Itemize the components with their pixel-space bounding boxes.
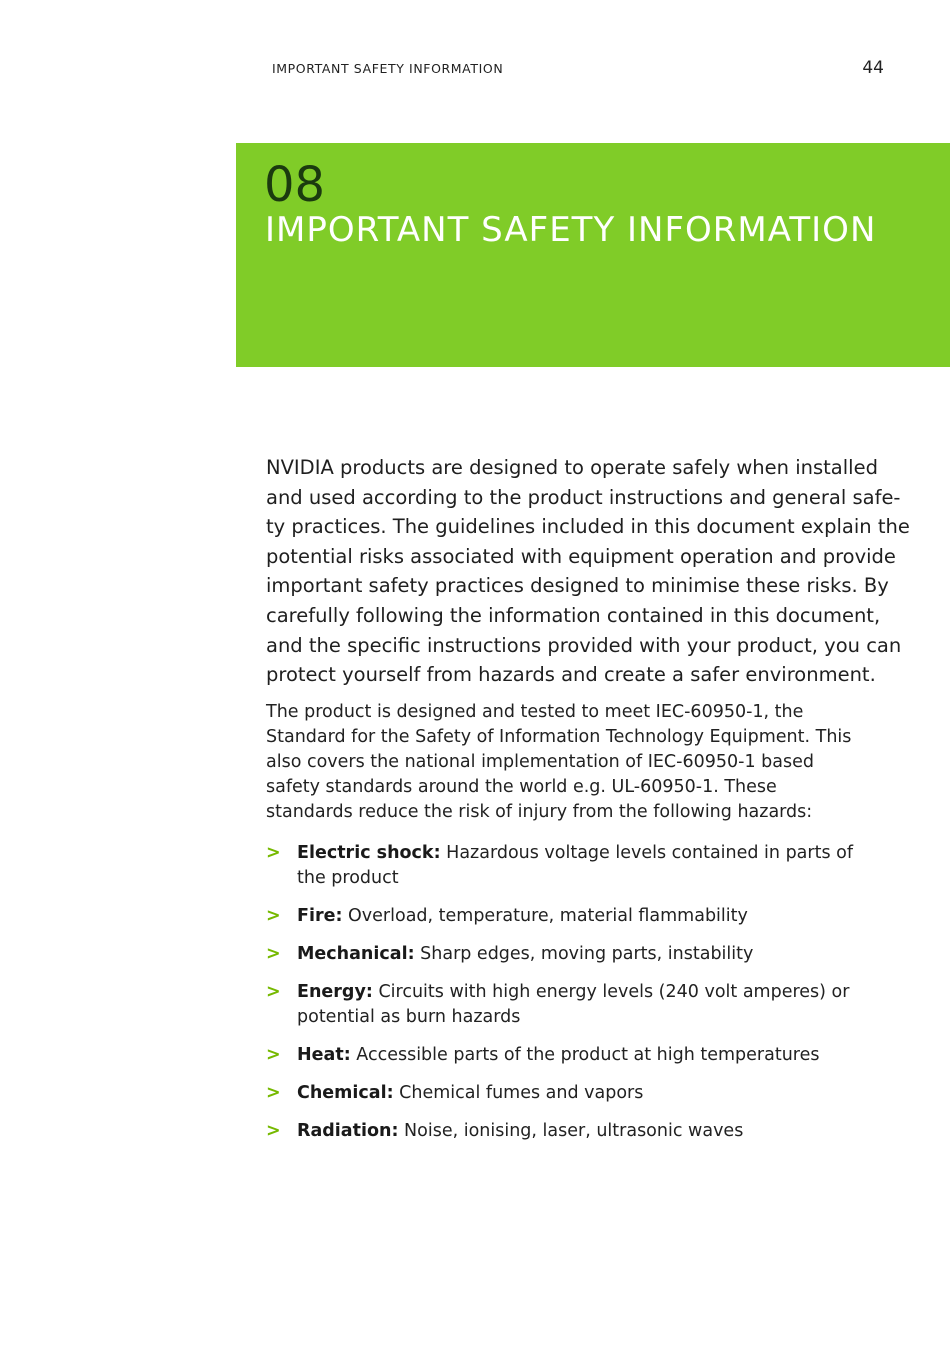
running-header: IMPORTANT SAFETY INFORMATION [272,61,504,76]
hazard-term: Heat: [297,1044,351,1065]
hazard-list [266,841,916,1144]
hazard-description: Circuits with high energy levels (240 volt amperes) or potential as burn hazards [297,981,850,1027]
hazard-term: Energy: [297,981,373,1002]
bullet-arrow-icon: > [266,943,281,964]
hazard-description: Chemical fumes and vapors [399,1082,644,1103]
chapter-number: 08 [264,157,326,213]
hazard-item-heat [266,1043,857,1068]
bullet-arrow-icon: > [266,1120,281,1141]
hazard-description: Hazardous voltage levels contained in parts of the product [297,842,854,888]
standards-paragraph: The product is designed and tested to meet IEC-60950-1, the Standard for the Safety of Information Technology Equipment. This also covers the national implementation of IEC-60950-1 based safety standards around the world e.g. UL-60950-1. These standards reduce the risk of injury from the following hazards: [266,701,852,822]
hazard-term: Chemical: [297,1082,394,1103]
hazard-item-energy [266,980,857,1030]
hazard-item-fire [266,904,857,929]
bullet-arrow-icon: > [266,981,281,1002]
hazard-description: Overload, temperature, material flammability [348,905,748,926]
bullet-arrow-icon: > [266,1082,281,1103]
intro-paragraph: NVIDIA products are designed to operate safely when installed and used according to the product instructions and general safe-ty practices. The guidelines included in this document explain the potential risks associated with equipment operation and provide important safety practices designed to minimise these risks. By carefully following the information contained in this document, and the specific instructions provided with your product, you can protect yourself from hazards and create a safer environment. [266,456,910,687]
hazard-description: Accessible parts of the product at high temperatures [356,1044,820,1065]
page-content [266,453,916,1157]
bullet-arrow-icon: > [266,1044,281,1065]
chapter-title: IMPORTANT SAFETY INFORMATION [265,210,877,250]
hazard-description: Sharp edges, moving parts, instability [420,943,754,964]
hazard-term: Mechanical: [297,943,415,964]
bullet-arrow-icon: > [266,905,281,926]
bullet-arrow-icon: > [266,842,281,863]
hazard-description: Noise, ionising, laser, ultrasonic waves [404,1120,744,1141]
hazard-term: Fire: [297,905,343,926]
hazard-term: Radiation: [297,1120,399,1141]
hazard-item-electric-shock [266,841,857,891]
chapter-banner [236,143,950,367]
hazard-item-radiation [266,1119,857,1144]
hazard-item-chemical [266,1081,857,1106]
hazard-term: Electric shock: [297,842,441,863]
hazard-item-mechanical [266,942,857,967]
page-number: 44 [862,58,884,78]
